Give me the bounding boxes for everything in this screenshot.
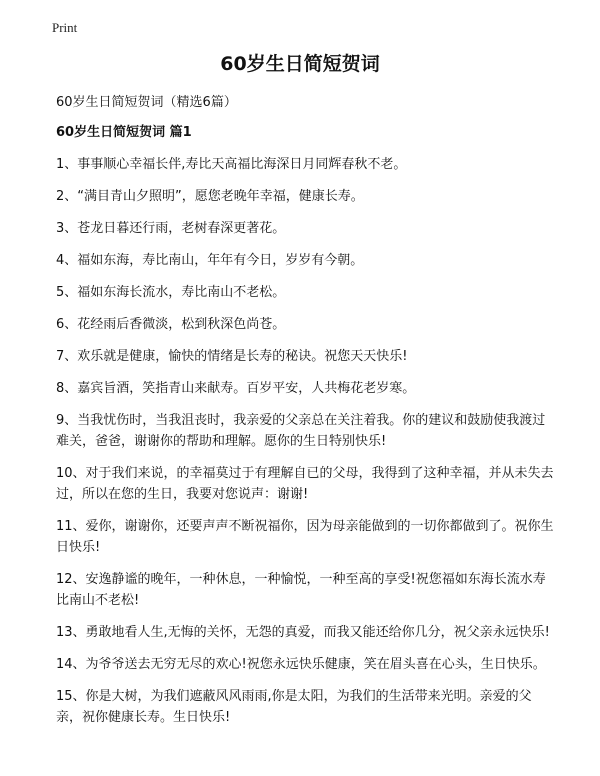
wish-item-7: 7、欢乐就是健康，愉快的情绪是长寿的秘诀。祝您天天快乐!: [56, 349, 408, 364]
wish-item-11: 11、爱你，谢谢你，还要声声不断祝福你，因为母亲能做到的一切你都做到了。祝你生日快乐!: [56, 519, 554, 555]
wish-item-3: 3、苍龙日暮还行雨，老树春深更著花。: [56, 221, 286, 236]
wish-item-12: 12、安逸静谧的晚年，一种休息，一种愉悦，一种至高的享受!祝您福如东海长流水寿比南山不老松!: [56, 572, 546, 608]
wish-item-9: 9、当我忧伤时，当我沮丧时，我亲爱的父亲总在关注着我。你的建议和鼓励使我渡过难关，爸爸，谢谢你的帮助和理解。愿你的生日特别快乐!: [56, 413, 546, 449]
wish-item-14: 14、为爷爷送去无穷无尽的欢心!祝您永远快乐健康，笑在眉头喜在心头，生日快乐。: [56, 657, 546, 672]
wish-item-1: 1、事事顺心幸福长伴,寿比天高福比海深日月同辉春秋不老。: [56, 157, 407, 172]
section-heading: 60岁生日简短贺词 篇1: [56, 125, 192, 140]
wish-list: [56, 154, 556, 739]
wish-item-10: 10、对于我们来说，的幸福莫过于有理解自已的父母，我得到了这种幸福，并从未失去过，所以在您的生日，我要对您说声：谢谢!: [56, 466, 554, 502]
wish-item-15: 15、你是大树，为我们遮蔽风风雨雨,你是太阳，为我们的生活带来光明。亲爱的父亲，祝你健康长寿。生日快乐!: [56, 689, 532, 725]
wish-item-13: 13、勇敢地看人生,无悔的关怀，无怨的真爱，而我又能还给你几分，祝父亲永远快乐!: [56, 625, 550, 640]
wish-item-8: 8、嘉宾旨酒，笑指青山来献寿。百岁平安，人共梅花老岁寒。: [56, 381, 416, 396]
wish-item-5: 5、福如东海长流水，寿比南山不老松。: [56, 285, 286, 300]
document-title: 60岁生日简短贺词: [220, 53, 380, 75]
wish-item-2: 2、“满目青山夕照明”，愿您老晚年幸福，健康长寿。: [56, 189, 364, 204]
wish-item-4: 4、福如东海，寿比南山，年年有今日，岁岁有今朝。: [56, 253, 364, 268]
print-link[interactable]: Print: [52, 20, 78, 35]
document-subtitle: 60岁生日简短贺词（精选6篇）: [56, 95, 237, 110]
wish-item-6: 6、花经雨后香微淡，松到秋深色尚苍。: [56, 317, 286, 332]
